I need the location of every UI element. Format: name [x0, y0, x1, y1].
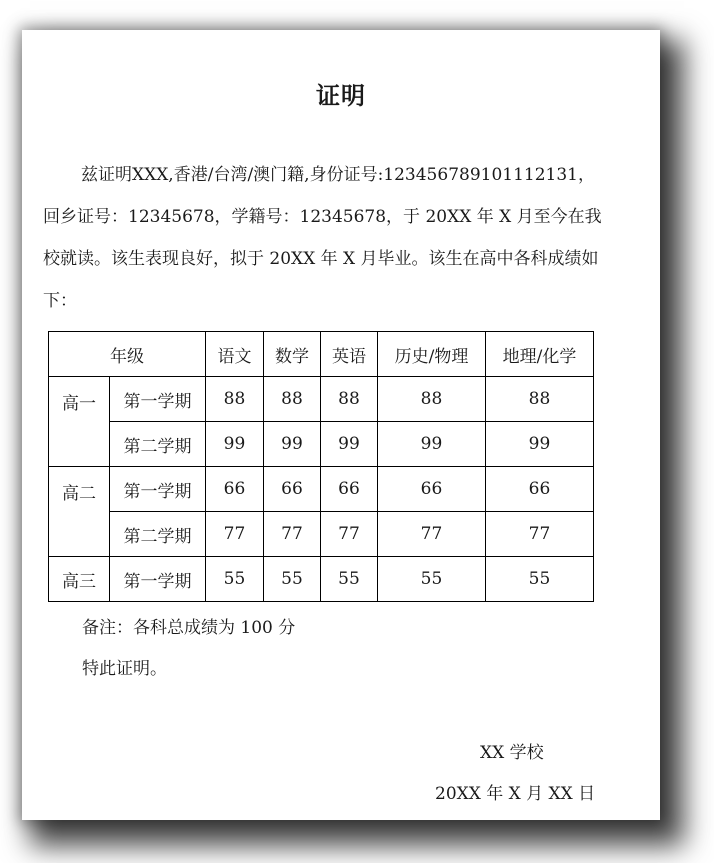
term-label: 第一学期 [110, 467, 206, 512]
table-row [49, 467, 594, 512]
header-subject: 英语 [321, 332, 378, 377]
score-cell: 99 [378, 422, 486, 467]
score-cell: 77 [486, 512, 594, 557]
score-cell: 88 [378, 377, 486, 422]
score-cell: 99 [321, 422, 378, 467]
table-row [49, 377, 594, 422]
score-cell: 99 [486, 422, 594, 467]
table-row [49, 557, 594, 602]
term-label: 第二学期 [110, 512, 206, 557]
term-label: 第二学期 [110, 422, 206, 467]
score-cell: 88 [264, 377, 321, 422]
signature-date: 20XX 年 X 月 XX 日 [435, 784, 596, 804]
score-cell: 77 [206, 512, 264, 557]
score-cell: 66 [264, 467, 321, 512]
score-cell: 55 [486, 557, 594, 602]
grade-label: 高三 [49, 557, 110, 602]
header-subject: 地理/化学 [486, 332, 594, 377]
closing-text: 特此证明。 [82, 659, 167, 679]
note-text: 备注：各科总成绩为 100 分 [82, 618, 296, 638]
score-cell: 66 [321, 467, 378, 512]
score-cell: 55 [321, 557, 378, 602]
score-cell: 88 [486, 377, 594, 422]
certificate-page [22, 30, 660, 820]
certificate-body [43, 154, 603, 322]
table-row [49, 512, 594, 557]
grade-label: 高二 [49, 467, 110, 557]
header-subject: 历史/物理 [378, 332, 486, 377]
score-cell: 55 [264, 557, 321, 602]
certificate-title: 证明 [316, 81, 366, 110]
body-paragraph: 兹证明XXX,香港/台湾/澳门籍,身份证号:123456789101112131，回乡证号：12345678，学籍号：12345678，于 20XX 年 X 月至今在我校就读。该生表现良好，拟于 20XX 年 X 月毕业。该生在高中各科成绩如下： [43, 165, 602, 311]
grades-table [48, 331, 594, 602]
score-cell: 66 [486, 467, 594, 512]
score-cell: 77 [321, 512, 378, 557]
header-grade: 年级 [49, 332, 206, 377]
header-subject: 语文 [206, 332, 264, 377]
term-label: 第一学期 [110, 557, 206, 602]
school-signature: XX 学校 [480, 743, 544, 763]
score-cell: 77 [264, 512, 321, 557]
score-cell: 55 [378, 557, 486, 602]
score-cell: 55 [206, 557, 264, 602]
score-cell: 66 [378, 467, 486, 512]
table-header-row [49, 332, 594, 377]
table-row [49, 422, 594, 467]
score-cell: 77 [378, 512, 486, 557]
score-cell: 66 [206, 467, 264, 512]
header-subject: 数学 [264, 332, 321, 377]
score-cell: 99 [264, 422, 321, 467]
score-cell: 88 [206, 377, 264, 422]
score-cell: 99 [206, 422, 264, 467]
grade-label: 高一 [49, 377, 110, 467]
score-cell: 88 [321, 377, 378, 422]
term-label: 第一学期 [110, 377, 206, 422]
